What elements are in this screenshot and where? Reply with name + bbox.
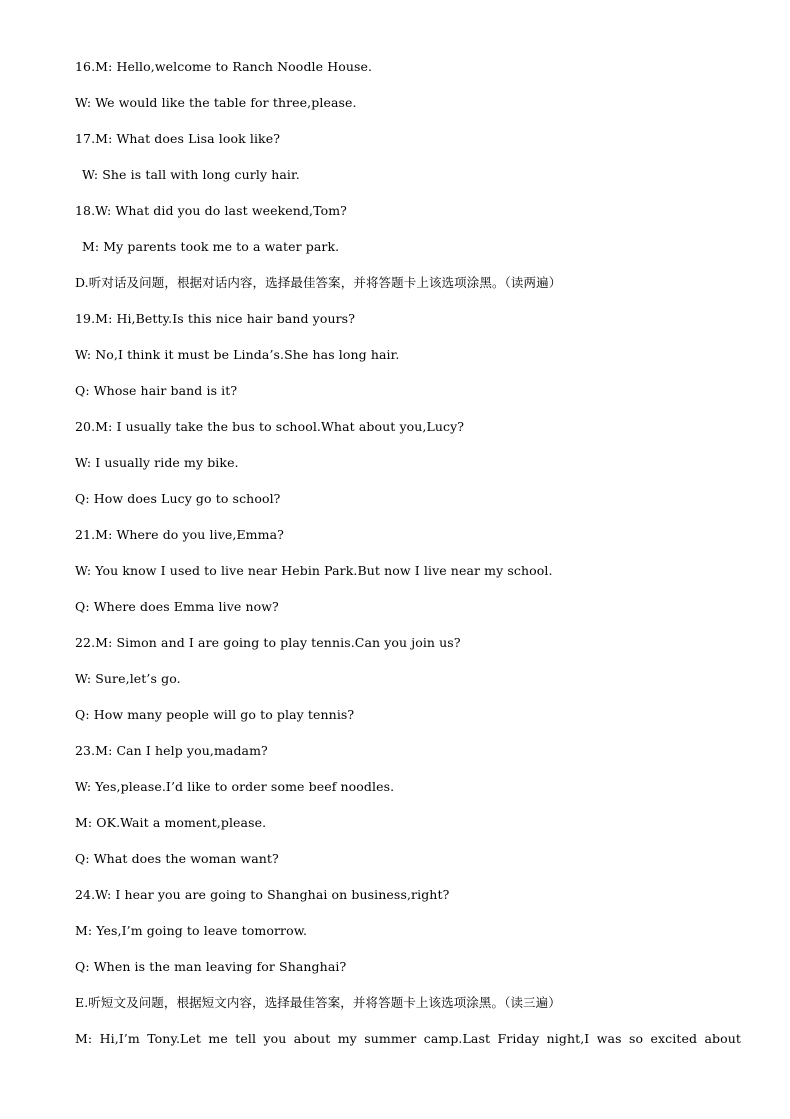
question-23: Q: What does the woman want? — [75, 851, 279, 866]
dialogue-line-16-w: W: We would like the table for three,please. — [75, 95, 357, 110]
question-24: Q: When is the man leaving for Shanghai? — [75, 959, 347, 974]
dialogue-line-18-m: M: My parents took me to a water park. — [82, 239, 340, 254]
dialogue-line-22-w: W: Sure,let’s go. — [75, 671, 181, 686]
dialogue-line-17-w: W: She is tall with long curly hair. — [82, 167, 300, 182]
dialogue-line-18-w: 18.W: What did you do last weekend,Tom? — [75, 203, 347, 218]
dialogue-line-20-m: 20.M: I usually take the bus to school.What about you,Lucy? — [75, 419, 465, 434]
dialogue-line-24-w: 24.W: I hear you are going to Shanghai on business,right? — [75, 887, 450, 902]
section-d-heading: D.听对话及问题，根据对话内容，选择最佳答案，并将答题卡上该选项涂黑。（读两遍） — [75, 275, 562, 290]
dialogue-line-17-m: 17.M: What does Lisa look like? — [75, 131, 281, 146]
question-22: Q: How many people will go to play tennis? — [75, 707, 355, 722]
question-20: Q: How does Lucy go to school? — [75, 491, 281, 506]
dialogue-line-21-w: W: You know I used to live near Hebin Park.But now I live near my school. — [75, 563, 553, 578]
passage-line-1: M: Hi,I’m Tony.Let me tell you about my summer camp.Last Friday night,I was so excited about — [75, 1031, 741, 1046]
dialogue-line-23-m2: M: OK.Wait a moment,please. — [75, 815, 267, 830]
dialogue-line-22-m: 22.M: Simon and I are going to play tennis.Can you join us? — [75, 635, 461, 650]
dialogue-line-19-m: 19.M: Hi,Betty.Is this nice hair band yours? — [75, 311, 356, 326]
section-e-heading: E.听短文及问题，根据短文内容，选择最佳答案，并将答题卡上该选项涂黑。（读三遍） — [75, 995, 561, 1010]
dialogue-line-19-w: W: No,I think it must be Linda’s.She has long hair. — [75, 347, 400, 362]
question-21: Q: Where does Emma live now? — [75, 599, 279, 614]
dialogue-line-21-m: 21.M: Where do you live,Emma? — [75, 527, 284, 542]
dialogue-line-20-w: W: I usually ride my bike. — [75, 455, 239, 470]
dialogue-line-16-m: 16.M: Hello,welcome to Ranch Noodle House. — [75, 59, 373, 74]
dialogue-line-23-m: 23.M: Can I help you,madam? — [75, 743, 268, 758]
dialogue-line-24-m: M: Yes,I’m going to leave tomorrow. — [75, 923, 308, 938]
question-19: Q: Whose hair band is it? — [75, 383, 238, 398]
dialogue-line-23-w: W: Yes,please.I’d like to order some beef noodles. — [75, 779, 395, 794]
